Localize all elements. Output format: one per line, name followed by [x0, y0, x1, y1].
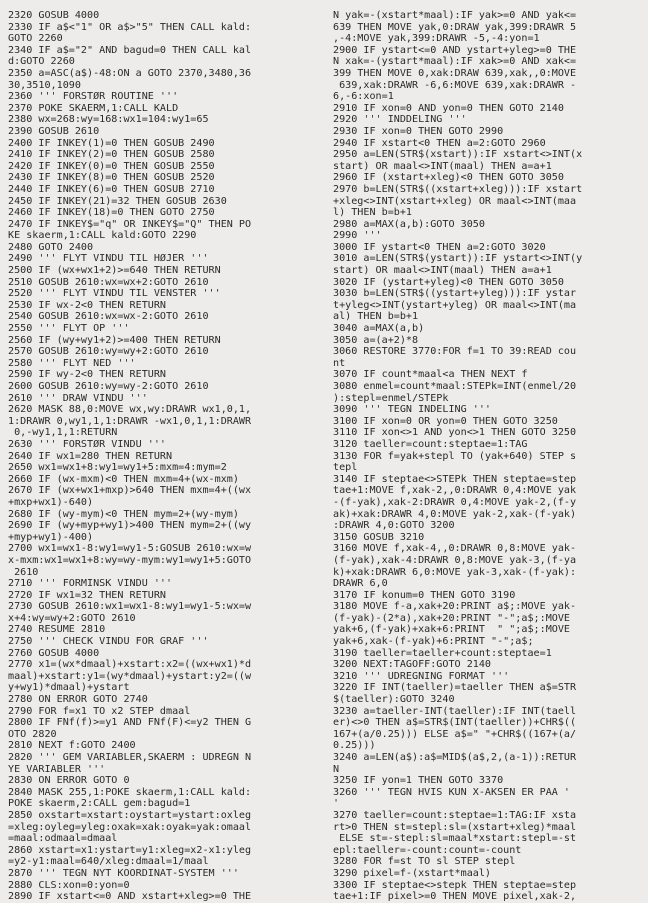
code-line: 2850 oxstart=xstart:oystart=ystart:oxleg: [8, 809, 252, 821]
code-line: 3020 IF (ystart+yleg)<0 THEN GOTO 3050: [333, 276, 564, 288]
code-line: (f-yak)-(2*a),xak+20:PRINT "-";a$;:MOVE: [333, 612, 571, 624]
code-line: 639,xak:DRAWR -6,6:MOVE 639,xak:DRAWR -: [333, 79, 577, 91]
code-line: +myp+wy1)-400): [8, 531, 94, 543]
code-line: 2340 IF a$="2" AND bagud=0 THEN CALL kal: [8, 44, 252, 56]
code-line: 2560 IF (wy+wy1+2)>=400 THEN RETURN: [8, 334, 221, 346]
code-line: 2320 GOSUB 4000: [8, 10, 100, 21]
code-column-left: [8, 10, 308, 903]
code-line: 3250 IF yon=1 THEN GOTO 3370: [333, 775, 504, 787]
code-line: tae+1:IF pixel>=0 THEN MOVE pixel,xak-2,: [333, 891, 577, 903]
code-line: 3030 b=LEN(STR$((ystart+yleg))):IF ystar: [333, 288, 577, 300]
code-line: 2810 NEXT f:GOTO 2400: [8, 740, 136, 752]
code-line: x-mxm:wx1=wx1+8:wy=wy-mym:wy1=wy1+5:GOTO: [8, 554, 252, 566]
code-line: 0.25))): [333, 740, 376, 752]
code-line: 2610: [8, 566, 39, 578]
code-line: 2760 GOSUB 4000: [8, 647, 100, 659]
code-line: 2600 GOSUB 2610:wy=wy-2:GOTO 2610: [8, 381, 209, 392]
code-line: 2510 GOSUB 2610:wx=wx+2:GOTO 2610: [8, 276, 209, 288]
code-line: 2710 ''' FORMINSK VINDU ''': [8, 578, 173, 590]
code-line: 2990 ''': [333, 230, 382, 242]
code-line: rt>0 THEN st=stepl:sl=(xstart+xleg)*maal: [333, 821, 577, 833]
code-line: 2490 ''' FLYT VINDU TIL HØJER ''': [8, 253, 209, 265]
code-line: 2610 ''' DRAW VINDU ''': [8, 392, 148, 404]
code-line: 2460 IF INKEY(18)=0 THEN GOTO 2750: [8, 207, 215, 219]
code-line: 3010 a=LEN(STR$(ystart)):IF ystart<>INT(y: [333, 253, 583, 265]
code-line: POKE skaerm,2:CALL gem:bagud=1: [8, 798, 191, 810]
code-line: 2910 IF xon=0 AND yon=0 THEN GOTO 2140: [333, 102, 564, 114]
code-line: 2530 IF wx-2<0 THEN RETURN: [8, 299, 167, 311]
code-line: tae+1:MOVE f,xak-2,,0:DRAWR 0,4:MOVE yak: [333, 485, 577, 497]
code-line: 2900 IF ystart<=0 AND ystart+yleg>=0 THE: [333, 44, 577, 56]
code-line: 3040 a=MAX(a,b): [333, 323, 425, 335]
code-line: 2540 GOSUB 2610:wx=wx-2:GOTO 2610: [8, 311, 209, 323]
code-line: 2920 ''' INDDELING ''': [333, 114, 467, 126]
code-line: x+4:wy=wy+2:GOTO 2610: [8, 612, 136, 624]
code-line: 2780 ON ERROR GOTO 2740: [8, 694, 148, 706]
code-line: 2980 a=MAX(a,b):GOTO 3050: [333, 218, 485, 230]
code-line: 2950 a=LEN(STR$(xstart)):IF xstart<>INT(x: [333, 149, 583, 161]
code-line: 3170 IF konum=0 THEN GOTO 3190: [333, 589, 516, 601]
code-line: 2790 FOR f=x1 TO x2 STEP dmaal: [8, 705, 191, 717]
code-line: 3090 ''' TEGN INDELING ''': [333, 404, 492, 416]
code-line: 3260 ''' TEGN HVIS KUN X-AKSEN ER PAA ': [333, 786, 571, 798]
code-line: =y2-y1:maal=640/xleg:dmaal=1/maal: [8, 856, 209, 868]
code-line: 2350 a=ASC(a$)-48:ON a GOTO 2370,3480,36: [8, 67, 252, 79]
code-line: 3120 taeller=count:steptae=1:TAG: [333, 438, 528, 450]
code-line: maal)+xstart:y1=(wy*dmaal)+ystart:y2=((w: [8, 670, 252, 682]
code-line: start) OR maal<>INT(maal) THEN a=a+1: [333, 160, 552, 172]
code-line: d:GOTO 2260: [8, 56, 75, 68]
code-line: 2480 GOTO 2400: [8, 241, 94, 253]
code-line: KE skaerm,1:CALL kald:GOTO 2290: [8, 230, 197, 242]
code-line: 3290 pixel=f-(xstart*maal): [333, 867, 492, 879]
code-line: 3070 IF count*maal<a THEN NEXT f: [333, 369, 528, 381]
code-line: 2580 ''' FLYT NED ''': [8, 357, 136, 369]
code-line: 399 THEN MOVE 0,xak:DRAW 639,xak,,0:MOVE: [333, 67, 577, 79]
code-line: 2970 b=LEN(STR$((xstart+xleg))):IF xstart: [333, 183, 583, 195]
code-line: start) OR maal<>INT(maal) THEN a=a+1: [333, 265, 552, 277]
code-line: 2500 IF (wx+wx1+2)>=640 THEN RETURN: [8, 265, 221, 277]
code-line: 2640 IF wx1=280 THEN RETURN: [8, 450, 173, 462]
code-line: 2840 MASK 255,1:POKE skaerm,1:CALL kald:: [8, 786, 252, 798]
code-line: GOTO 2260: [8, 33, 63, 45]
code-line: 3140 IF steptae<>STEPk THEN steptae=step: [333, 473, 577, 485]
code-line: 3110 IF xon<>1 AND yon<>1 THEN GOTO 3250: [333, 427, 577, 439]
code-line: 2930 IF xon=0 THEN GOTO 2990: [333, 125, 504, 137]
code-line: y+wy1)*dmaal)+ystart: [8, 682, 130, 694]
code-line: 2380 wx=268:wy=168:wx1=104:wy1=65: [8, 114, 209, 126]
code-line: 6,-6:xon=1: [333, 91, 394, 103]
code-line: +mxp+wx1)-640): [8, 496, 94, 508]
code-line: 2750 ''' CHECK VINDU FOR GRAF ''': [8, 636, 209, 648]
code-line: 3300 IF steptae<>stepk THEN steptae=step: [333, 879, 577, 891]
code-line: 2590 IF wy-2<0 THEN RETURN: [8, 369, 167, 381]
code-line: 2770 x1=(wx*dmaal)+xstart:x2=((wx+wx1)*d: [8, 659, 252, 671]
code-line: t+yleg<>INT(ystart+yleg) OR maal<>INT(ma: [333, 299, 577, 311]
code-line: 30,3510,1090: [8, 79, 81, 91]
code-line: 167+(a/0.25))) ELSE a$=" "+CHR$((167+(a/: [333, 728, 577, 740]
code-line: 3100 IF xon=0 OR yon=0 THEN GOTO 3250: [333, 415, 558, 427]
code-line: 2730 GOSUB 2610:wx1=wx1-8:wy1=wy1-5:wx=w: [8, 601, 252, 613]
code-line: ': [333, 798, 340, 810]
code-line: N xak=-(ystart*maal):IF xak>=0 AND xak<=: [333, 56, 577, 68]
code-line: l) THEN b=b+1: [333, 207, 413, 219]
code-line: +xleg<>INT(xstart+xleg) OR maal<>INT(maa: [333, 195, 577, 207]
code-line: al) THEN b=b+1: [333, 311, 419, 323]
code-line: 2570 GOSUB 2610:wy=wy+2:GOTO 2610: [8, 346, 209, 358]
code-line: 2400 IF INKEY(1)=0 THEN GOSUB 2490: [8, 137, 215, 149]
code-line: tepl: [333, 462, 358, 474]
code-line: 2800 IF FNf(f)>=y1 AND FNf(F)<=y2 THEN G: [8, 717, 252, 729]
code-line: :DRAWR 4,0:GOTO 3200: [333, 520, 455, 532]
code-line: nt: [333, 357, 346, 369]
code-line: 2630 ''' FORSTØR VINDU ''': [8, 438, 167, 450]
code-line: =xleg:oyleg=yleg:oxak=xak:oyak=yak:omaal: [8, 821, 252, 833]
code-line: 3270 taeller=count:steptae=1:TAG:IF xsta: [333, 809, 577, 821]
code-line: yak+6,(f-yak)+xak+6:PRINT " ";a$;:MOVE: [333, 624, 571, 636]
code-line: 2330 IF a$<"1" OR a$>"5" THEN CALL kald:: [8, 21, 252, 33]
code-line: 2660 IF (wx-mxm)<0 THEN mxm=4+(wx-mxm): [8, 473, 239, 485]
code-line: 2670 IF (wx+wx1+mxp)>640 THEN mxm=4+((wx: [8, 485, 252, 497]
code-line: ELSE st=-stepl:sl=maal*xstart:stepl=-st: [333, 833, 577, 845]
code-line: 2440 IF INKEY(6)=0 THEN GOSUB 2710: [8, 183, 215, 195]
code-line: 2830 ON ERROR GOTO 0: [8, 775, 130, 787]
code-line: 3060 RESTORE 3770:FOR f=1 TO 39:READ cou: [333, 346, 577, 358]
code-line: 2940 IF xstart<0 THEN a=2:GOTO 2960: [333, 137, 546, 149]
code-line: epl:taeller=-count:count=-count: [333, 844, 522, 856]
code-line: 2450 IF INKEY(21)=32 THEN GOSUB 2630: [8, 195, 227, 207]
code-line: N: [333, 763, 340, 775]
code-line: 3280 FOR f=st TO sl STEP stepl: [333, 856, 516, 868]
code-line: 3050 a=(a+2)*8: [333, 334, 419, 346]
code-line: 2430 IF INKEY(8)=0 THEN GOSUB 2520: [8, 172, 215, 184]
code-line: =maal:odmaal=dmaal: [8, 833, 118, 845]
code-line: 2520 ''' FLYT VINDU TIL VENSTER ''': [8, 288, 221, 300]
code-line: ):stepl=enmel/STEPk: [333, 392, 449, 404]
code-line: ak)+xak:DRAWR 4,0:MOVE yak-2,xak-(f-yak): [333, 508, 577, 520]
code-line: 3180 MOVE f-a,xak+20:PRINT a$;:MOVE yak-: [333, 601, 577, 613]
code-line: 1:DRAWR 0,wy1,1,1:DRAWR -wx1,0,1,1:DRAWR: [8, 415, 252, 427]
code-line: 3080 enmel=count*maal:STEPk=INT(enmel/20: [333, 381, 577, 392]
code-line: 2890 IF xstart<=0 AND xstart+xleg>=0 THE: [8, 891, 252, 903]
code-line: 639 THEN MOVE yak,0:DRAW yak,399:DRAWR 5: [333, 21, 577, 33]
code-line: 3230 a=taeller-INT(taeller):IF INT(taell: [333, 705, 577, 717]
code-line: YE VARIABLER ''': [8, 763, 106, 775]
code-line: 3150 GOSUB 3210: [333, 531, 425, 543]
code-line: 2620 MASK 88,0:MOVE wx,wy:DRAWR wx1,0,1,: [8, 404, 252, 416]
code-line: 2360 ''' FORSTØR ROUTINE ''': [8, 91, 179, 103]
code-line: 3220 IF INT(taeller)=taeller THEN a$=STR: [333, 682, 577, 694]
code-line: 2870 ''' TEGN NYT KOORDINAT-SYSTEM ''': [8, 867, 239, 879]
code-line: ,-4:MOVE yak,399:DRAWR -5,-4:yon=1: [333, 33, 540, 45]
code-line: 2420 IF INKEY(0)=0 THEN GOSUB 2550: [8, 160, 215, 172]
code-line: 3200 NEXT:TAGOFF:GOTO 2140: [333, 659, 492, 671]
code-line: 2680 IF (wy-mym)<0 THEN mym=2+(wy-mym): [8, 508, 239, 520]
code-line: 3160 MOVE f,xak-4,,0:DRAWR 0,8:MOVE yak-: [333, 543, 577, 555]
code-line: OTO 2820: [8, 728, 57, 740]
code-line: 2820 ''' GEM VARIABLER,SKAERM : UDREGN N: [8, 752, 252, 763]
code-line: 3130 FOR f=yak+stepl TO (yak+640) STEP s: [333, 450, 577, 462]
code-line: 2370 POKE SKAERM,1:CALL KALD: [8, 102, 179, 114]
code-line: 2720 IF wx1=32 THEN RETURN: [8, 589, 167, 601]
code-line: $(taeller):GOTO 3240: [333, 694, 455, 706]
code-line: 3000 IF ystart<0 THEN a=2:GOTO 3020: [333, 241, 546, 253]
code-line: 3190 taeller=taeller+count:steptae=1: [333, 647, 552, 659]
code-line: 2410 IF INKEY(2)=0 THEN GOSUB 2580: [8, 149, 215, 161]
code-line: 2690 IF (wy+myp+wy1)>400 THEN mym=2+((wy: [8, 520, 252, 532]
code-line: 0,-wy1,1,1:RETURN: [8, 427, 118, 439]
code-line: 2650 wx1=wx1+8:wy1=wy1+5:mxm=4:mym=2: [8, 462, 227, 474]
code-line: 2880 CLS:xon=0:yon=0: [8, 879, 130, 891]
code-line: k)+xak:DRAWR 6,0:MOVE yak-3,xak-(f-yak):: [333, 566, 577, 578]
code-line: 2470 IF INKEY$="q" OR INKEY$="Q" THEN PO: [8, 218, 252, 230]
code-line: 2740 RESUME 2810: [8, 624, 106, 636]
code-line: 3240 a=LEN(a$):a$=MID$(a$,2,(a-1)):RETUR: [333, 752, 577, 763]
code-line: N yak=-(xstart*maal):IF yak>=0 AND yak<=: [333, 10, 577, 21]
code-line: 2550 ''' FLYT OP ''': [8, 323, 130, 335]
code-line: (f-yak),xak-4:DRAWR 0,8:MOVE yak-3,(f-ya: [333, 554, 577, 566]
code-column-right: [333, 10, 633, 903]
code-line: DRAWR 6,0: [333, 578, 388, 590]
code-line: er)<>0 THEN a$=STR$(INT(taeller))+CHR$((: [333, 717, 577, 729]
code-line: 2390 GOSUB 2610: [8, 125, 100, 137]
code-line: 3210 ''' UDREGNING FORMAT ''': [333, 670, 510, 682]
code-line: yak+6,xak-(f-yak)+6:PRINT "-";a$;: [333, 636, 534, 648]
code-line: 2700 wx1=wx1-8:wy1=wy1-5:GOSUB 2610:wx=w: [8, 543, 252, 555]
code-line: -(f-yak),xak-2:DRAWR 0,4:MOVE yak-2,(f-y: [333, 496, 577, 508]
code-line: 2860 xstart=x1:ystart=y1:xleg=x2-x1:yleg: [8, 844, 252, 856]
code-line: 2960 IF (xstart+xleg)<0 THEN GOTO 3050: [333, 172, 564, 184]
